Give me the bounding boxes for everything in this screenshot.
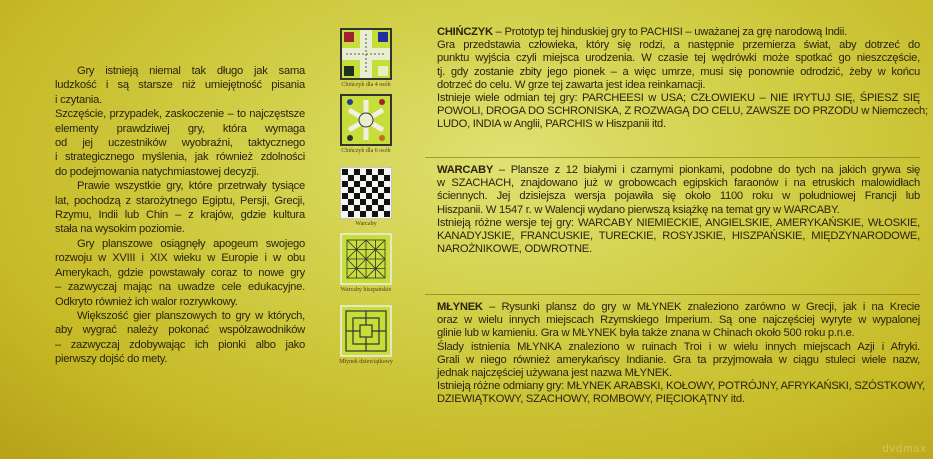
section-line: dotrzeć do celu. W grze tej zawarta jest idea reinkarnacji. <box>437 78 706 91</box>
section-line: oraz w wielu innych miejscach Rzymskiego Imperium. Są one najczęściej wyryte w wypalonej <box>437 314 920 327</box>
section-title: WARCABY <box>437 164 494 176</box>
section-text: – Rysunki plansz do gry w MŁYNEK znaleziono zarówno w Grecji, jak i na Krecie <box>482 301 920 313</box>
intro-line: ludzkość i są starsze niż umiejętność pisania <box>55 79 305 92</box>
intro-line: – zazwyczaj zdobywając ich pionki albo jako <box>55 338 305 351</box>
section-line <box>437 164 920 177</box>
checker-square <box>348 211 354 217</box>
ludo-6-board-image <box>340 94 392 146</box>
alquerque-board-image <box>340 233 392 285</box>
figure-warcaby-hiszpanskie <box>333 233 399 293</box>
checker-square <box>384 187 390 193</box>
section-line: Istnieje wiele odmian tej gry: PARCHEESI w USA; CZŁOWIEKU – NIE IRYTUJ SIĘ, ŚPIESZ SIĘ <box>437 92 920 105</box>
checker-square <box>342 205 348 211</box>
figure-warcaby <box>333 167 399 227</box>
intro-line: Większość gier planszowych to gry w których, <box>77 309 305 322</box>
section-line: Hiszpanii. W 1547 r. w Walencji wydano pierwszą książkę na temat gry w WARCABY. <box>437 203 840 216</box>
section-chinczyk <box>437 26 928 132</box>
figure-caption: Warcaby hiszpańskie <box>340 287 392 293</box>
checker-square <box>348 175 354 181</box>
section-line: POWOLI, DROGA DO SCHRONISKA, Z ROZWAGĄ DO CELU, ZAWSZE DO PRZODU w Niemczech; <box>437 105 928 118</box>
checker-square <box>378 181 384 187</box>
section-line: KANADYJSKIE, FRANCUSKIE, TURECKIE, ROSYJSKIE, HISZPAŃSKIE, MIĘDZYNARODOWE, <box>437 230 920 243</box>
checker-square <box>366 181 372 187</box>
nine-mens-morris-board-image <box>340 305 392 357</box>
checker-square <box>360 211 366 217</box>
section-line: w SZACHACH, znajdowano już w grobowcach egipskich faraonów i na etruskich malowidłach <box>437 177 920 190</box>
checker-square <box>342 169 348 175</box>
checker-square <box>372 175 378 181</box>
checker-square <box>360 175 366 181</box>
intro-line: pierwszy dojść do mety. <box>55 353 168 366</box>
intro-line: i strategicznego myślenia, jak również zdolności <box>55 151 305 164</box>
section-text: – Plansze z 12 białymi i czarnymi pionkami, podobne do tych na jakich grywa się <box>493 164 920 176</box>
checker-square <box>378 193 384 199</box>
divider <box>425 294 920 295</box>
intro-line: – zazwyczaj mając na uwadze cele edukacyjne. <box>55 281 305 294</box>
section-line: Gra przedstawia człowieka, który się rodzi, a następnie przemierza świat, aby dotrzeć do <box>437 39 920 52</box>
checker-square <box>348 187 354 193</box>
section-line: Istnieją różne wersje tej gry: WARCABY NIEMIECKIE, ANGIELSKIE, AMERYKAŃSKIE, WŁOSKIE, <box>437 216 920 229</box>
checker-square <box>366 169 372 175</box>
checker-square <box>372 187 378 193</box>
section-line: Ślady istnienia MŁYNKA znaleziono w ruinach Troi i w wielu innych miejscach Azji i Afryki. <box>437 340 920 353</box>
section-line: DZIEWIĄTKOWY, SZACHOWY, ROMBOWY, PIĘCIOKĄTNY itd. <box>437 393 745 406</box>
checker-square <box>354 193 360 199</box>
checker-square <box>366 193 372 199</box>
watermark: dvdmax <box>882 443 927 455</box>
intro-line: Rzymu, Indii lub Chin – z krajów, gdzie kultura <box>55 209 305 222</box>
checkers-board-image <box>340 167 392 219</box>
intro-line: Szczęście, przypadek, zaskoczenie – to najczęstsze <box>55 108 305 121</box>
figure-caption: Chińczyk dla 6 osób <box>341 148 391 154</box>
checker-square <box>372 199 378 205</box>
intro-line: i czytania. <box>55 93 102 106</box>
checker-square <box>384 175 390 181</box>
checker-square <box>354 205 360 211</box>
intro-line: rozwoju w XVIII i XIX wieku w Europie i w obu <box>55 252 305 265</box>
intro-line: Amerykach, gdzie powstawały coraz to nowe gry <box>55 266 305 279</box>
checker-square <box>342 181 348 187</box>
figure-chinczyk-4 <box>333 28 399 88</box>
checker-square <box>360 199 366 205</box>
checker-square <box>348 199 354 205</box>
intro-line: Prawie wszystkie gry, które przetrwały tysiące <box>77 180 305 193</box>
section-line: NAROŻNIKOWE, ODWROTNE. <box>437 243 592 256</box>
checker-square <box>378 205 384 211</box>
checker-square <box>378 169 384 175</box>
checker-square <box>354 169 360 175</box>
section-warcaby <box>437 164 920 256</box>
checker-square <box>384 211 390 217</box>
intro-line: aby wygrać należy pokonać współzawodników <box>55 324 305 337</box>
section-title: MŁYNEK <box>437 301 483 313</box>
section-line: punktu wyjścia czyli miejsca urodzenia. W czasie tej wędrówki może spotkać go nieszczęście, <box>437 52 920 65</box>
section-line <box>437 26 920 39</box>
figure-chinczyk-6 <box>333 94 399 154</box>
intro-line: elementy prawdziwej gry, która wymaga <box>55 122 305 135</box>
section-line: Grali w niego również amerykańscy Indianie. Gra ta przyjmowała w ciągu stuleci wiele nazw, <box>437 353 920 366</box>
checker-square <box>360 187 366 193</box>
section-title: CHIŃCZYK <box>437 26 493 38</box>
checker-square <box>366 205 372 211</box>
checker-square <box>342 193 348 199</box>
figure-mlynek <box>333 305 399 365</box>
section-line: jednak najczęściej używana jest nazwa MŁYNEK. <box>437 367 672 380</box>
figure-caption: Warcaby <box>355 221 377 227</box>
section-text: – Prototyp tej hinduskiej gry to PACHISI – uważanej za grę narodową Indii. <box>492 26 847 38</box>
divider <box>425 157 920 158</box>
section-mlynek <box>437 301 925 407</box>
intro-text <box>55 64 305 367</box>
checker-square <box>372 211 378 217</box>
section-line: tj. gdy zostanie zbity jego pionek – a więc umrze, musi się ponownie odrodzić, żeby w końcu <box>437 65 920 78</box>
ludo-4-board-image <box>340 28 392 80</box>
figure-caption: Młynek dziewiątkowy <box>339 359 393 365</box>
checker-square <box>384 199 390 205</box>
intro-line: do podejmowania natychmiastowej decyzji. <box>55 165 259 178</box>
intro-line: Gry istnieją niemal tak długo jak sama <box>77 65 305 77</box>
section-line <box>437 301 920 314</box>
intro-line: Gry planszowe osiągnęły apogeum swojego <box>77 237 305 250</box>
section-line: glinie lub w kamieniu. Gra w MŁYNEK była także znana w Chinach około 500 roku p.n.e. <box>437 327 855 340</box>
intro-line: lat, pochodzą z starożytnego Egiptu, Persji, Grecji, <box>55 194 305 207</box>
section-line: ściennych. Jej dzisiejsza wersja pojawiła się około 1100 roku w południowej Francji lub <box>437 190 920 203</box>
checker-square <box>354 181 360 187</box>
figure-caption: Chińczyk dla 4 osób <box>341 82 391 88</box>
section-line: LUDO, INDIA w Anglii, PARCHIS w Hiszpanii itd. <box>437 118 666 131</box>
intro-line: Odkryto również ich walor rozrywkowy. <box>55 295 238 308</box>
section-line: Istnieją różne odmiany gry: MŁYNEK ARABSKI, KOŁOWY, POTRÓJNY, AFRYKAŃSKI, SZÓSTKOWY, <box>437 380 925 393</box>
intro-line: stała na wysokim poziomie. <box>55 223 185 236</box>
intro-line: od jej uczestników wyobraźni, taktycznego <box>55 137 305 150</box>
